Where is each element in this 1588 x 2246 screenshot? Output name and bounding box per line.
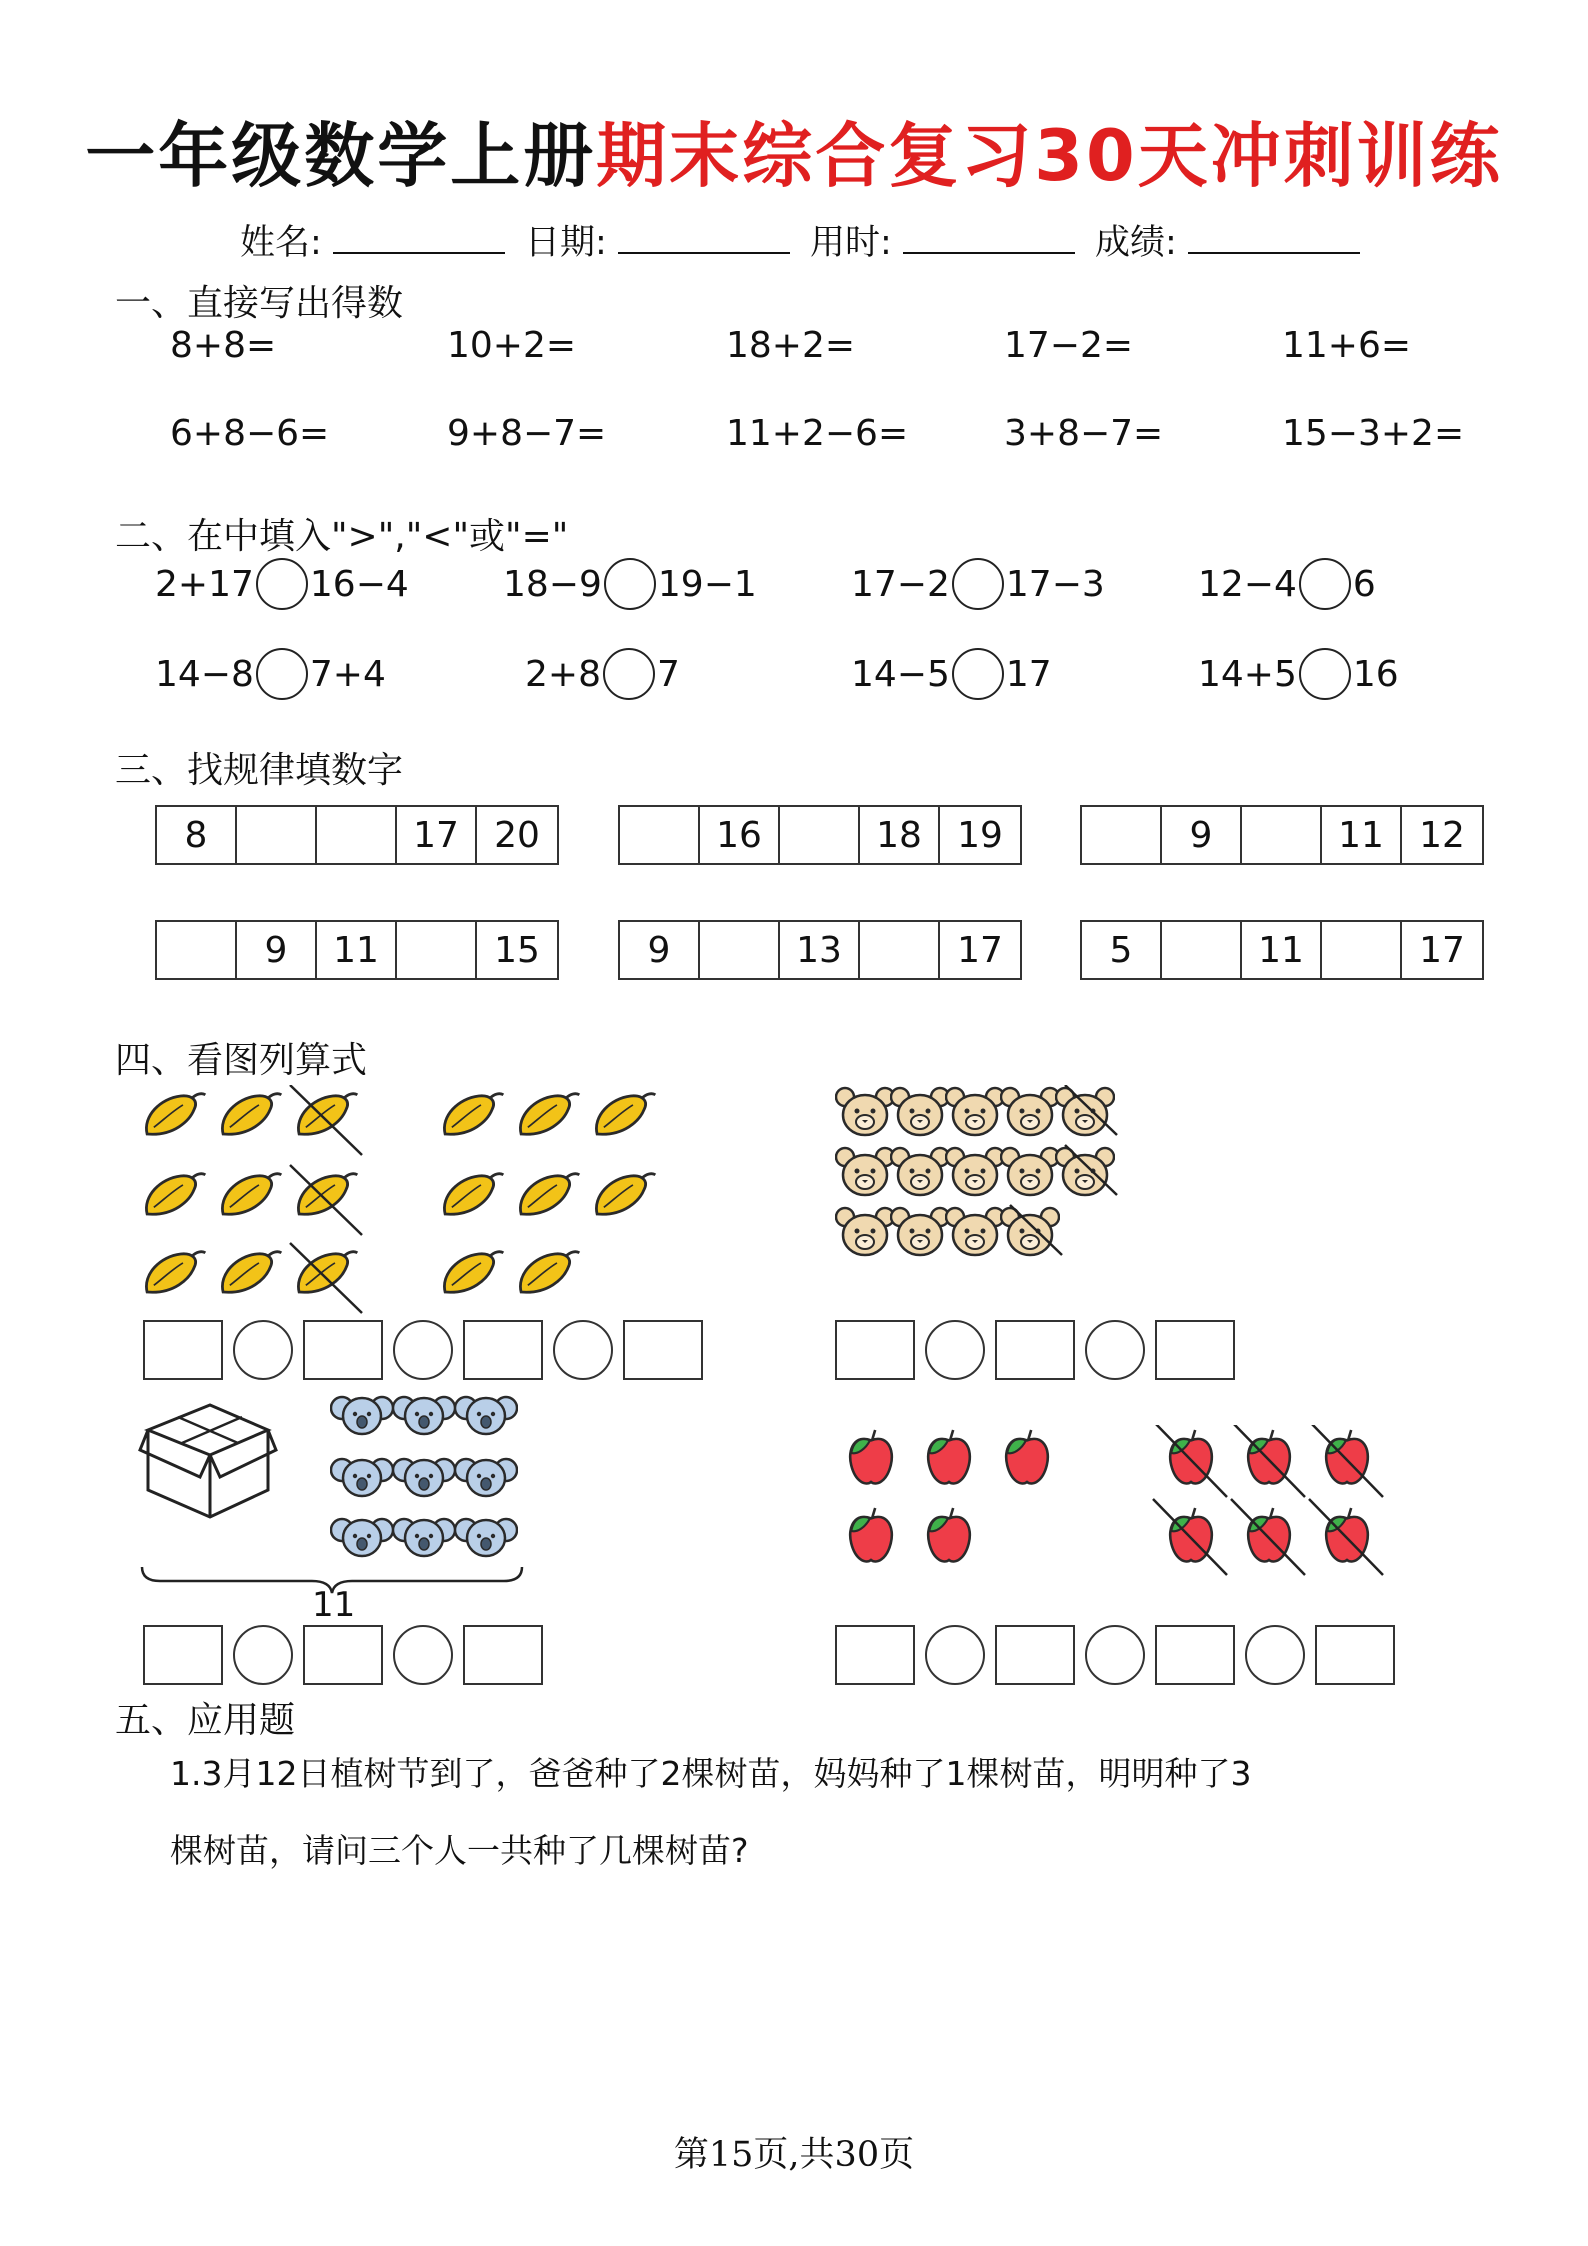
sequence-cell[interactable]: 11 xyxy=(317,922,397,978)
bear-face-icon xyxy=(1056,1088,1114,1135)
word-problem-line: 棵树苗，请问三个人一共种了几棵树苗? xyxy=(170,1831,749,1870)
koala-icon xyxy=(455,1397,517,1434)
compare-item: 14−8 7+4 xyxy=(155,648,386,700)
sequence-cell[interactable]: 9 xyxy=(620,922,700,978)
sequence-cell[interactable]: 16 xyxy=(700,807,780,863)
koala-icon xyxy=(455,1459,517,1496)
operator-circle[interactable] xyxy=(233,1625,293,1685)
sequence-cell[interactable]: 13 xyxy=(780,922,860,978)
bear-face-icon xyxy=(946,1148,1004,1195)
sequence-cell[interactable] xyxy=(620,807,700,863)
compare-item: 2+17 16−4 xyxy=(155,558,409,610)
section-5-heading: 五、应用题 xyxy=(115,1700,296,1741)
compare-circle[interactable] xyxy=(604,558,656,610)
calc-item: 9+8−7= xyxy=(447,413,607,454)
bear-face-icon xyxy=(1001,1208,1059,1255)
page-footer: 第15页,共30页 xyxy=(673,2135,915,2175)
mango-icon xyxy=(146,1174,205,1215)
cross-out-mark xyxy=(1231,1499,1305,1575)
answer-box[interactable] xyxy=(835,1320,915,1380)
compare-item: 12−4 6 xyxy=(1198,558,1376,610)
sequence-cell[interactable] xyxy=(1162,922,1242,978)
koala-icon xyxy=(331,1397,393,1434)
mango-icon xyxy=(520,1252,579,1293)
cross-out-mark xyxy=(1309,1499,1383,1575)
sequence-cell[interactable]: 11 xyxy=(1322,807,1402,863)
mango-icon xyxy=(298,1094,357,1135)
sequence-box xyxy=(1080,805,1484,865)
sequence-cell[interactable]: 17 xyxy=(957,929,1003,971)
apple-icon xyxy=(850,1508,892,1562)
bear-face-icon xyxy=(1001,1088,1059,1135)
sequence-cell[interactable]: 5 xyxy=(1082,922,1162,978)
bear-face-icon xyxy=(1001,1148,1059,1195)
sequence-box xyxy=(1080,920,1484,980)
mango-icon xyxy=(444,1252,503,1293)
operator-circle[interactable] xyxy=(925,1625,985,1685)
equation-answer-row xyxy=(835,1625,1395,1685)
sequence-cell[interactable] xyxy=(780,807,860,863)
section-1-heading: 一、直接写出得数 xyxy=(115,283,404,324)
sequence-box xyxy=(618,920,1022,980)
box-icon xyxy=(138,1395,278,1525)
mango-icon xyxy=(222,1252,281,1293)
mango-icon xyxy=(520,1174,579,1215)
sequence-cell[interactable] xyxy=(397,922,477,978)
bear-face-icon xyxy=(891,1148,949,1195)
mango-icon xyxy=(222,1094,281,1135)
name-field[interactable]: 姓名: xyxy=(240,215,505,265)
apple-icon xyxy=(928,1508,970,1562)
bear-face-icon xyxy=(946,1088,1004,1135)
answer-box[interactable] xyxy=(143,1320,223,1380)
calc-item: 10+2= xyxy=(447,325,577,366)
mango-icon xyxy=(222,1174,281,1215)
mango-icon xyxy=(298,1174,357,1215)
section-3-heading: 三、找规律填数字 xyxy=(115,750,404,791)
koala-icon xyxy=(393,1459,455,1496)
bear-face-icon xyxy=(836,1148,894,1195)
word-problem-line: 1.3月12日植树节到了，爸爸种了2棵树苗，妈妈种了1棵树苗，明明种了3 xyxy=(170,1754,1252,1793)
koala-icon xyxy=(393,1397,455,1434)
compare-item: 17−2 17−3 xyxy=(851,558,1105,610)
sequence-cell[interactable]: 8 xyxy=(157,807,237,863)
answer-box[interactable] xyxy=(143,1625,223,1685)
operator-circle[interactable] xyxy=(393,1625,453,1685)
sequence-box xyxy=(155,805,559,865)
koala-picture xyxy=(330,1390,530,1570)
compare-circle[interactable] xyxy=(1299,648,1351,700)
operator-circle[interactable] xyxy=(393,1320,453,1380)
calc-item: 8+8= xyxy=(170,325,277,366)
apple-icon xyxy=(1006,1430,1048,1484)
sequence-cell[interactable]: 15 xyxy=(494,929,540,971)
answer-box[interactable] xyxy=(835,1625,915,1685)
page-title xyxy=(0,100,1588,201)
calc-item: 6+8−6= xyxy=(170,413,330,454)
sequence-cell[interactable] xyxy=(317,807,397,863)
sequence-cell[interactable] xyxy=(1322,922,1402,978)
compare-item: 14−5 17 xyxy=(851,648,1052,700)
answer-box[interactable] xyxy=(1155,1625,1235,1685)
koala-icon xyxy=(331,1459,393,1496)
calc-item: 18+2= xyxy=(726,325,856,366)
bear-picture xyxy=(835,1085,1155,1275)
sequence-cell[interactable]: 9 xyxy=(1162,807,1242,863)
sequence-cell[interactable]: 17 xyxy=(397,807,477,863)
mango-icon xyxy=(146,1252,205,1293)
bear-face-icon xyxy=(1056,1148,1114,1195)
compare-circle[interactable] xyxy=(256,558,308,610)
compare-item: 18−9 19−1 xyxy=(503,558,757,610)
sequence-cell[interactable] xyxy=(860,922,940,978)
title-red: 期末综合复习30天冲刺训练 xyxy=(596,115,1503,197)
answer-box[interactable] xyxy=(623,1320,703,1380)
operator-circle[interactable] xyxy=(1085,1320,1145,1380)
section-4-heading: 四、看图列算式 xyxy=(115,1040,368,1081)
mango-picture xyxy=(140,1085,680,1315)
answer-box[interactable] xyxy=(995,1320,1075,1380)
sequence-cell[interactable] xyxy=(1242,807,1322,863)
compare-item: 14+5 16 xyxy=(1198,648,1399,700)
bear-face-icon xyxy=(946,1208,1004,1255)
sequence-cell[interactable] xyxy=(157,922,237,978)
operator-circle[interactable] xyxy=(1245,1625,1305,1685)
koala-icon xyxy=(393,1519,455,1556)
answer-box[interactable] xyxy=(463,1320,543,1380)
compare-circle[interactable] xyxy=(952,648,1004,700)
compare-item: 2+8 7 xyxy=(525,648,680,700)
sequence-box xyxy=(618,805,1022,865)
sequence-cell[interactable]: 17 xyxy=(1419,929,1465,971)
mango-icon xyxy=(298,1252,357,1293)
apple-icon xyxy=(850,1430,892,1484)
apple-picture xyxy=(845,1425,1405,1595)
sequence-cell[interactable]: 20 xyxy=(494,814,540,856)
operator-circle[interactable] xyxy=(233,1320,293,1380)
sequence-cell[interactable]: 12 xyxy=(1419,814,1465,856)
equation-answer-row xyxy=(835,1320,1235,1380)
bear-face-icon xyxy=(836,1088,894,1135)
brace-total-label: 11 xyxy=(312,1585,356,1625)
operator-circle[interactable] xyxy=(553,1320,613,1380)
mango-icon xyxy=(520,1094,579,1135)
sequence-cell[interactable] xyxy=(700,922,780,978)
time-field[interactable]: 用时: xyxy=(810,215,1075,265)
sequence-cell[interactable] xyxy=(1082,807,1162,863)
compare-circle[interactable] xyxy=(603,648,655,700)
mango-icon xyxy=(444,1094,503,1135)
operator-circle[interactable] xyxy=(1085,1625,1145,1685)
bear-face-icon xyxy=(891,1208,949,1255)
bear-face-icon xyxy=(836,1208,894,1255)
mango-icon xyxy=(596,1174,655,1215)
date-field[interactable]: 日期: xyxy=(525,215,790,265)
equation-answer-row xyxy=(143,1320,703,1380)
answer-box[interactable] xyxy=(1315,1625,1395,1685)
mango-icon xyxy=(596,1094,655,1135)
calc-item: 11+6= xyxy=(1282,325,1412,366)
mango-icon xyxy=(146,1094,205,1135)
answer-box[interactable] xyxy=(1155,1320,1235,1380)
apple-icon xyxy=(928,1430,970,1484)
calc-item: 3+8−7= xyxy=(1004,413,1164,454)
mango-icon xyxy=(444,1174,503,1215)
sequence-cell[interactable] xyxy=(237,807,317,863)
koala-icon xyxy=(455,1519,517,1556)
calc-item: 11+2−6= xyxy=(726,413,909,454)
section-2-heading: 二、在中填入">","<"或"=" xyxy=(115,516,569,557)
sequence-cell[interactable]: 11 xyxy=(1242,922,1322,978)
equation-answer-row xyxy=(143,1625,543,1685)
answer-box[interactable] xyxy=(303,1320,383,1380)
answer-box[interactable] xyxy=(995,1625,1075,1685)
sequence-cell[interactable]: 9 xyxy=(237,922,317,978)
operator-circle[interactable] xyxy=(925,1320,985,1380)
sequence-box xyxy=(155,920,559,980)
score-field[interactable]: 成绩: xyxy=(1095,215,1360,265)
compare-circle[interactable] xyxy=(952,558,1004,610)
title-black: 一年级数学上册 xyxy=(85,115,597,197)
calc-item: 15−3+2= xyxy=(1282,413,1465,454)
answer-box[interactable] xyxy=(463,1625,543,1685)
answer-box[interactable] xyxy=(303,1625,383,1685)
bear-face-icon xyxy=(891,1088,949,1135)
cross-out-mark xyxy=(1153,1499,1227,1575)
compare-circle[interactable] xyxy=(256,648,308,700)
calc-item: 17−2= xyxy=(1004,325,1134,366)
compare-circle[interactable] xyxy=(1299,558,1351,610)
koala-icon xyxy=(331,1519,393,1556)
sequence-cell[interactable]: 18 xyxy=(860,807,940,863)
sequence-cell[interactable]: 19 xyxy=(957,814,1003,856)
